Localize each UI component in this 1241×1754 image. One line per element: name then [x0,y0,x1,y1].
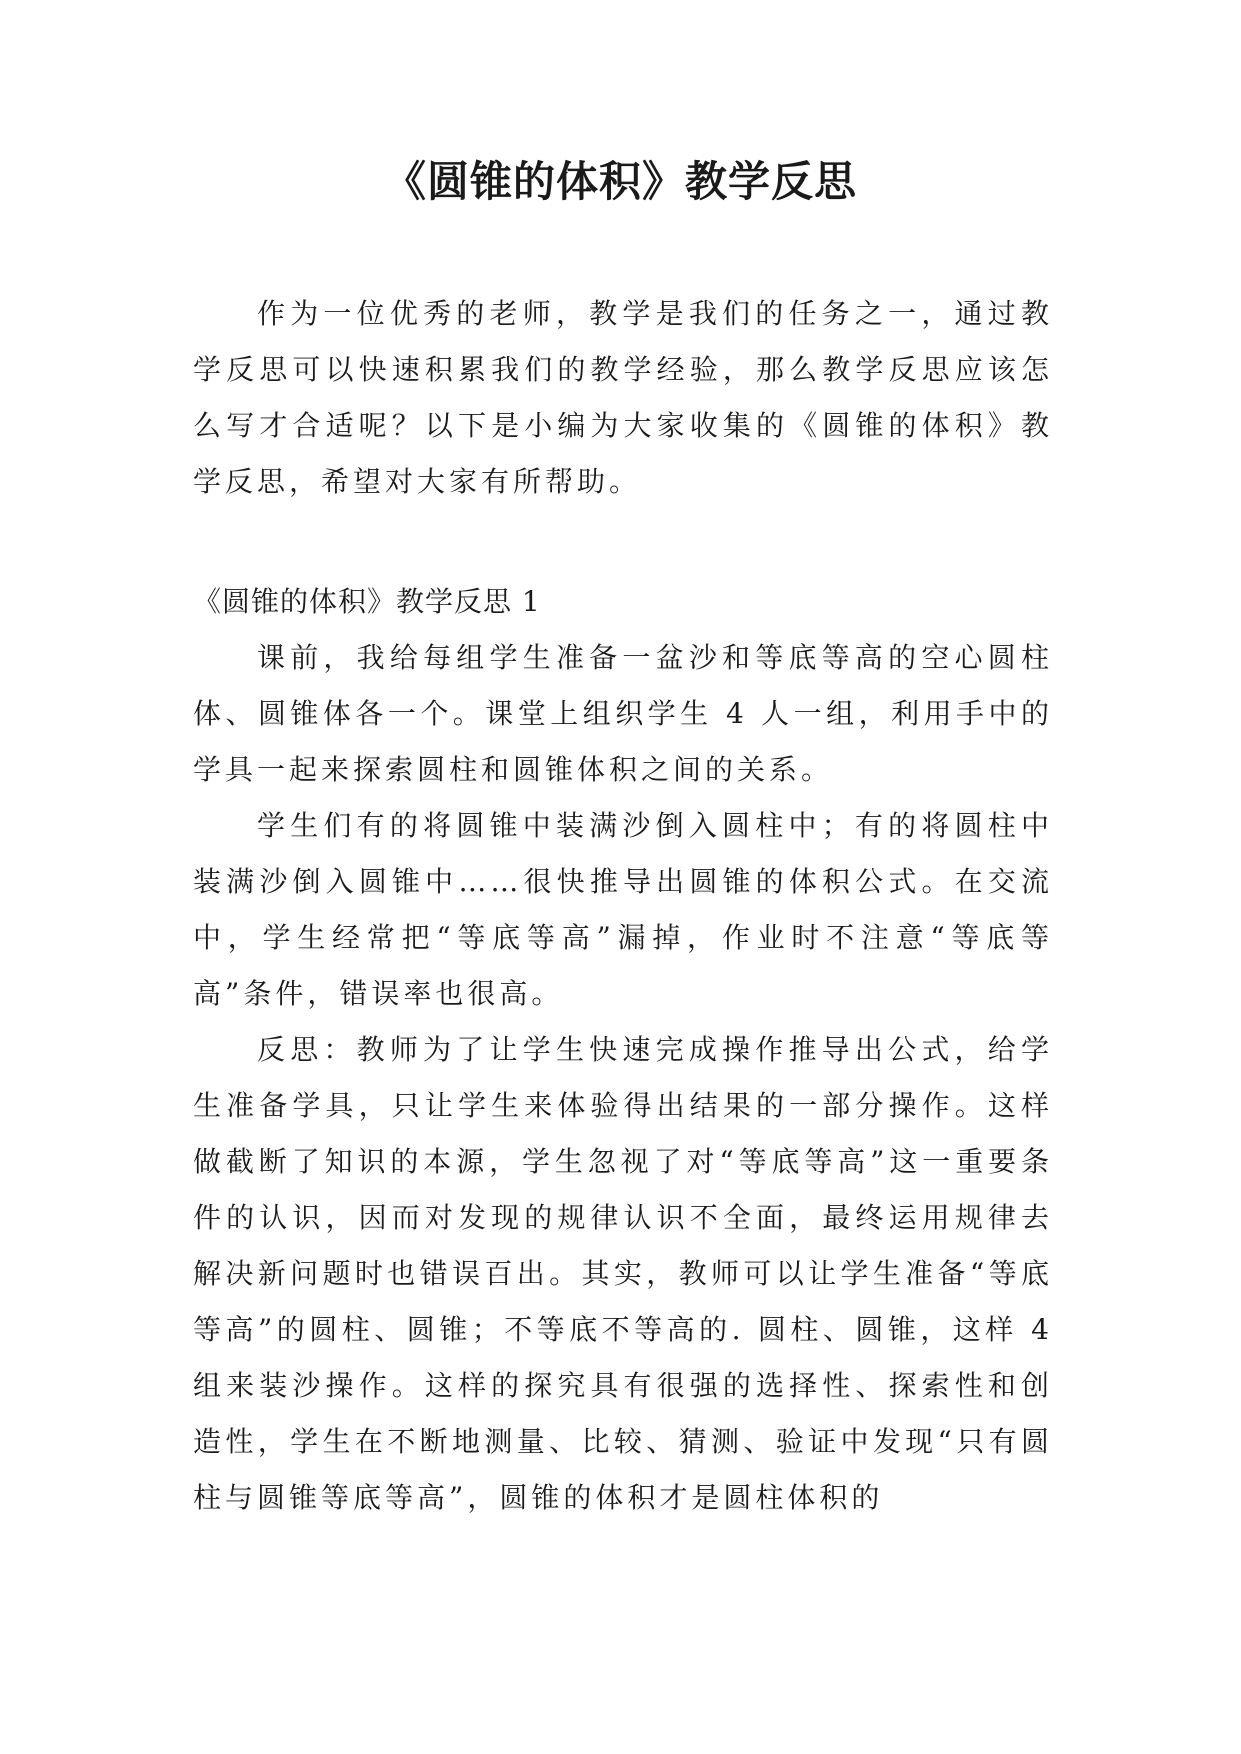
section-paragraph: 反思：教师为了让学生快速完成操作推导出公式，给学生准备学具，只让学生来体验得出结果的一部分操作。这样做截断了知识的本源，学生忽视了对“等底等高”这一重要条件的认识，因而对发现的规律认识不全面，最终运用规律去解决新问题时也错误百出。其实，教师可以让学生准备“等底等高”的圆柱、圆锥；不等底不等高的. 圆柱、圆锥，这样 4 组来装沙操作。这样的探究具有很强的选择性、探索性和创造性，学生在不断地测量、比较、猜测、验证中发现“只有圆柱与圆锥等底等高”，圆锥的体积才是圆柱体积的 [193,1033,1053,1514]
section-heading: 《圆锥的体积》教学反思 1 [193,585,541,618]
section-paragraph: 课前，我给每组学生准备一盆沙和等底等高的空心圆柱体、圆锥体各一个。课堂上组织学生 4 人一组，利用手中的学具一起来探索圆柱和圆锥体积之间的关系。 [193,641,1053,786]
section-1 [193,574,1053,1526]
section-paragraph: 学生们有的将圆锥中装满沙倒入圆柱中；有的将圆柱中装满沙倒入圆锥中……很快推导出圆锥的体积公式。在交流中，学生经常把“等底等高”漏掉，作业时不注意“等底等高”条件，错误率也很高。 [193,809,1053,1010]
intro-paragraph: 作为一位优秀的老师，教学是我们的任务之一，通过教学反思可以快速积累我们的教学经验，那么教学反思应该怎么写才合适呢？以下是小编为大家收集的《圆锥的体积》教学反思，希望对大家有所帮助。 [193,297,1053,498]
document-title: 《圆锥的体积》教学反思 [383,157,857,206]
